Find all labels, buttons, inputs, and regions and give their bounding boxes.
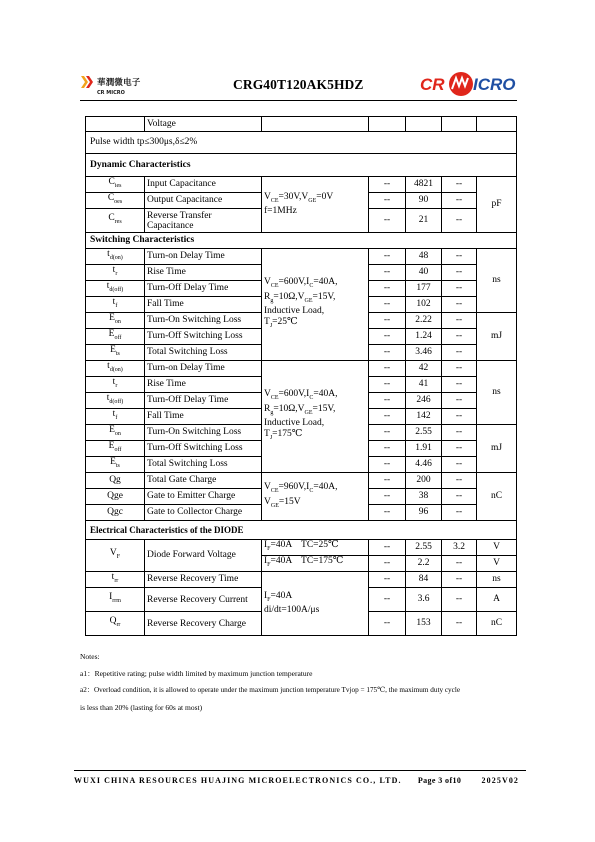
min-cell: -- (369, 193, 406, 209)
symbol-cell: $t_{d(off)}$ (86, 281, 145, 297)
note-a2-line1: a2：Overload condition, it is allowed to operate under the maximum junction temperature Tvjop = 175℃, the maximum duty cycle (80, 686, 461, 694)
table-row (86, 249, 517, 265)
cr-logo-mark-icon (80, 74, 95, 90)
typ-cell: 2.2 (406, 556, 442, 572)
max-cell: -- (442, 556, 477, 572)
table-row (86, 540, 517, 556)
section-row (86, 521, 517, 540)
param-cell: Turn-on Delay Time (145, 249, 262, 265)
max-cell: -- (442, 489, 477, 505)
param-cell: Gate to Collector Charge (145, 505, 262, 521)
notes-title: Notes: (80, 652, 100, 661)
param-cell: Turn-Off Delay Time (145, 281, 262, 297)
min-cell: -- (369, 441, 406, 457)
param-cell: Rise Time (145, 377, 262, 393)
typ-cell: 40 (406, 265, 442, 281)
logo-left-english: CR MICRO (97, 90, 125, 96)
param-cell: Reverse Recovery Charge (145, 612, 262, 636)
footer-rule (74, 770, 526, 771)
unit-cell: A (477, 588, 517, 612)
unit-cell: mJ (477, 313, 517, 361)
min-cell: -- (369, 177, 406, 193)
symbol-cell: $t_{d(on)}$ (86, 361, 145, 377)
max-cell: -- (442, 249, 477, 265)
page-header (80, 68, 520, 102)
typ-cell: 1.24 (406, 329, 442, 345)
pulse-note: Pulse width tp≤300μs,δ≤2% (86, 132, 517, 154)
typ-cell: 2.55 (406, 425, 442, 441)
symbol-cell: $t_f$ (86, 297, 145, 313)
max-cell: -- (442, 588, 477, 612)
param-cell: Total Switching Loss (145, 345, 262, 361)
spec-table (85, 116, 517, 636)
param-cell: Turn-Off Delay Time (145, 393, 262, 409)
max-cell: 3.2 (442, 540, 477, 556)
symbol-cell: $E_{ts}$ (86, 457, 145, 473)
symbol-cell: $E_{ts}$ (86, 345, 145, 361)
typ-cell: 42 (406, 361, 442, 377)
min-cell: -- (369, 409, 406, 425)
table-row (86, 361, 517, 377)
min-cell: -- (369, 425, 406, 441)
symbol-cell: $t_{d(off)}$ (86, 393, 145, 409)
min-cell: -- (369, 265, 406, 281)
min-cell: -- (369, 489, 406, 505)
min-cell: -- (369, 612, 406, 636)
min-cell: -- (369, 281, 406, 297)
typ-cell: 96 (406, 505, 442, 521)
page-footer (74, 776, 526, 785)
param-cell: Total Gate Charge (145, 473, 262, 489)
max-cell: -- (442, 361, 477, 377)
symbol-cell: Qg (86, 473, 145, 489)
unit-cell: V (477, 556, 517, 572)
symbol-cell: $t_r$ (86, 265, 145, 281)
symbol-cell: $C_{oes}$ (86, 193, 145, 209)
param-cell: Reverse Recovery Time (145, 572, 262, 588)
max-cell: -- (442, 329, 477, 345)
min-cell: -- (369, 209, 406, 233)
typ-cell: 102 (406, 297, 442, 313)
param-cell: Turn-on Delay Time (145, 361, 262, 377)
typ-cell: 1.91 (406, 441, 442, 457)
section-row (86, 154, 517, 177)
min-cell: -- (369, 572, 406, 588)
document-title: CRG40T120AK5HDZ (233, 77, 364, 92)
param-cell: Input Capacitance (145, 177, 262, 193)
typ-cell: 177 (406, 281, 442, 297)
param-cell: Total Switching Loss (145, 457, 262, 473)
footer-page-number: Page 3 of10 (417, 776, 462, 785)
typ-cell: 4821 (406, 177, 442, 193)
typ-cell: 4.46 (406, 457, 442, 473)
unit-cell: pF (477, 177, 517, 233)
symbol-cell: $t_r$ (86, 377, 145, 393)
max-cell: -- (442, 457, 477, 473)
typ-cell: 84 (406, 572, 442, 588)
param-cell: Diode Forward Voltage (145, 540, 262, 572)
typ-cell: 38 (406, 489, 442, 505)
max-cell: -- (442, 281, 477, 297)
footer-version: 2025V02 (481, 776, 520, 785)
section-title-dynamic: Dynamic Characteristics (86, 154, 517, 177)
max-cell: -- (442, 505, 477, 521)
min-cell: -- (369, 393, 406, 409)
header-rule (80, 100, 517, 101)
cr-micro-logo-right (417, 69, 519, 99)
typ-cell: 21 (406, 209, 442, 233)
section-title-diode: Electrical Characteristics of the DIODE (86, 521, 517, 540)
unit-cell: nC (477, 473, 517, 521)
param-cell: Rise Time (145, 265, 262, 281)
max-cell: -- (442, 409, 477, 425)
note-a1: a1：Repetitive rating; pulse width limited by maximum junction temperature (80, 669, 313, 678)
section-row (86, 233, 517, 249)
max-cell: -- (442, 572, 477, 588)
param-cell: Turn-Off Switching Loss (145, 441, 262, 457)
param-cell: Turn-Off Switching Loss (145, 329, 262, 345)
unit-cell: mJ (477, 425, 517, 473)
logo-left-chinese: 華潤微电子 (97, 78, 141, 88)
param-cell: Turn-On Switching Loss (145, 425, 262, 441)
max-cell: -- (442, 441, 477, 457)
typ-cell: 246 (406, 393, 442, 409)
min-cell: -- (369, 361, 406, 377)
param-cell: Gate to Emitter Charge (145, 489, 262, 505)
max-cell: -- (442, 209, 477, 233)
typ-cell: 142 (406, 409, 442, 425)
max-cell: -- (442, 193, 477, 209)
typ-cell: 3.6 (406, 588, 442, 612)
table-row (86, 572, 517, 588)
typ-cell: 2.22 (406, 313, 442, 329)
condition-cell-recovery: $I_F=40A$ di/dt=100A/μs (262, 572, 369, 636)
symbol-cell: $C_{res}$ (86, 209, 145, 233)
param-cell: Fall Time (145, 409, 262, 425)
param-cell: Turn-On Switching Loss (145, 313, 262, 329)
unit-cell: ns (477, 249, 517, 313)
section-title-switching: Switching Characteristics (86, 233, 517, 249)
symbol-cell: $E_{on}$ (86, 425, 145, 441)
min-cell: -- (369, 540, 406, 556)
logo-right-cr: CR (420, 75, 445, 94)
unit-cell: ns (477, 361, 517, 425)
min-cell: -- (369, 249, 406, 265)
param-cell: Reverse Transfer Capacitance (145, 209, 262, 233)
min-cell: -- (369, 556, 406, 572)
symbol-cell: $V_F$ (86, 540, 145, 572)
condition-cell-switching-25: $V_{CE}=600V,I_C=40A$, $R_g=10\Omega,V_{GE}=15V$, Inductive Load, $T_J=25℃$ (262, 249, 369, 361)
max-cell: -- (442, 473, 477, 489)
typ-cell: 2.55 (406, 540, 442, 556)
typ-cell: 200 (406, 473, 442, 489)
max-cell: -- (442, 297, 477, 313)
notes-block (80, 648, 530, 716)
symbol-cell: $Q_{rr}$ (86, 612, 145, 636)
min-cell: -- (369, 505, 406, 521)
param-cell: Reverse Recovery Current (145, 588, 262, 612)
min-cell: -- (369, 588, 406, 612)
condition-cell: $I_F=40A$ TC=175℃ (262, 556, 369, 572)
table-row (86, 132, 517, 154)
min-cell: -- (369, 457, 406, 473)
typ-cell: 90 (406, 193, 442, 209)
param-cell: Output Capacitance (145, 193, 262, 209)
symbol-cell: Qgc (86, 505, 145, 521)
param-cell: Voltage (145, 117, 262, 132)
unit-cell: V (477, 540, 517, 556)
footer-company: WUXI CHINA RESOURCES HUAJING MICROELECTRONICS CO., LTD. (74, 776, 402, 785)
table-row (86, 117, 517, 132)
symbol-cell: $E_{off}$ (86, 329, 145, 345)
max-cell: -- (442, 612, 477, 636)
unit-cell: nC (477, 612, 517, 636)
logo-right-icro: ICRO (473, 75, 516, 94)
typ-cell: 41 (406, 377, 442, 393)
typ-cell: 153 (406, 612, 442, 636)
condition-cell-dynamic: $V_{CE}=30V,V_{GE}=0V$ f=1MHz (262, 177, 369, 233)
symbol-cell: $E_{off}$ (86, 441, 145, 457)
min-cell: -- (369, 297, 406, 313)
max-cell: -- (442, 177, 477, 193)
typ-cell: 48 (406, 249, 442, 265)
symbol-cell: $E_{on}$ (86, 313, 145, 329)
note-a2-line2: is less than 20% (lasting for 60s at most) (80, 703, 203, 712)
max-cell: -- (442, 265, 477, 281)
symbol-cell: $t_f$ (86, 409, 145, 425)
min-cell: -- (369, 313, 406, 329)
condition-cell: $I_F=40A$ TC=25℃ (262, 540, 369, 556)
logo-right-circle-icon (449, 72, 473, 96)
symbol-cell: Qge (86, 489, 145, 505)
min-cell: -- (369, 329, 406, 345)
min-cell: -- (369, 473, 406, 489)
table-row (86, 473, 517, 489)
condition-cell-gate: $V_{CE}=960V,I_C=40A$, $V_{GE}=15V$ (262, 473, 369, 521)
max-cell: -- (442, 393, 477, 409)
symbol-cell: $I_{rrm}$ (86, 588, 145, 612)
max-cell: -- (442, 345, 477, 361)
min-cell: -- (369, 345, 406, 361)
unit-cell: ns (477, 572, 517, 588)
symbol-cell: $t_{rr}$ (86, 572, 145, 588)
param-cell: Fall Time (145, 297, 262, 313)
max-cell: -- (442, 313, 477, 329)
condition-cell-switching-175: $V_{CE}=600V,I_C=40A$, $R_g=10\Omega,V_{GE}=15V$, Inductive Load, $T_J=175℃$ (262, 361, 369, 473)
cr-micro-logo-left (80, 74, 170, 102)
max-cell: -- (442, 377, 477, 393)
typ-cell: 3.46 (406, 345, 442, 361)
min-cell: -- (369, 377, 406, 393)
table-row (86, 177, 517, 193)
max-cell: -- (442, 425, 477, 441)
symbol-cell: $C_{ies}$ (86, 177, 145, 193)
symbol-cell: $t_{d(on)}$ (86, 249, 145, 265)
